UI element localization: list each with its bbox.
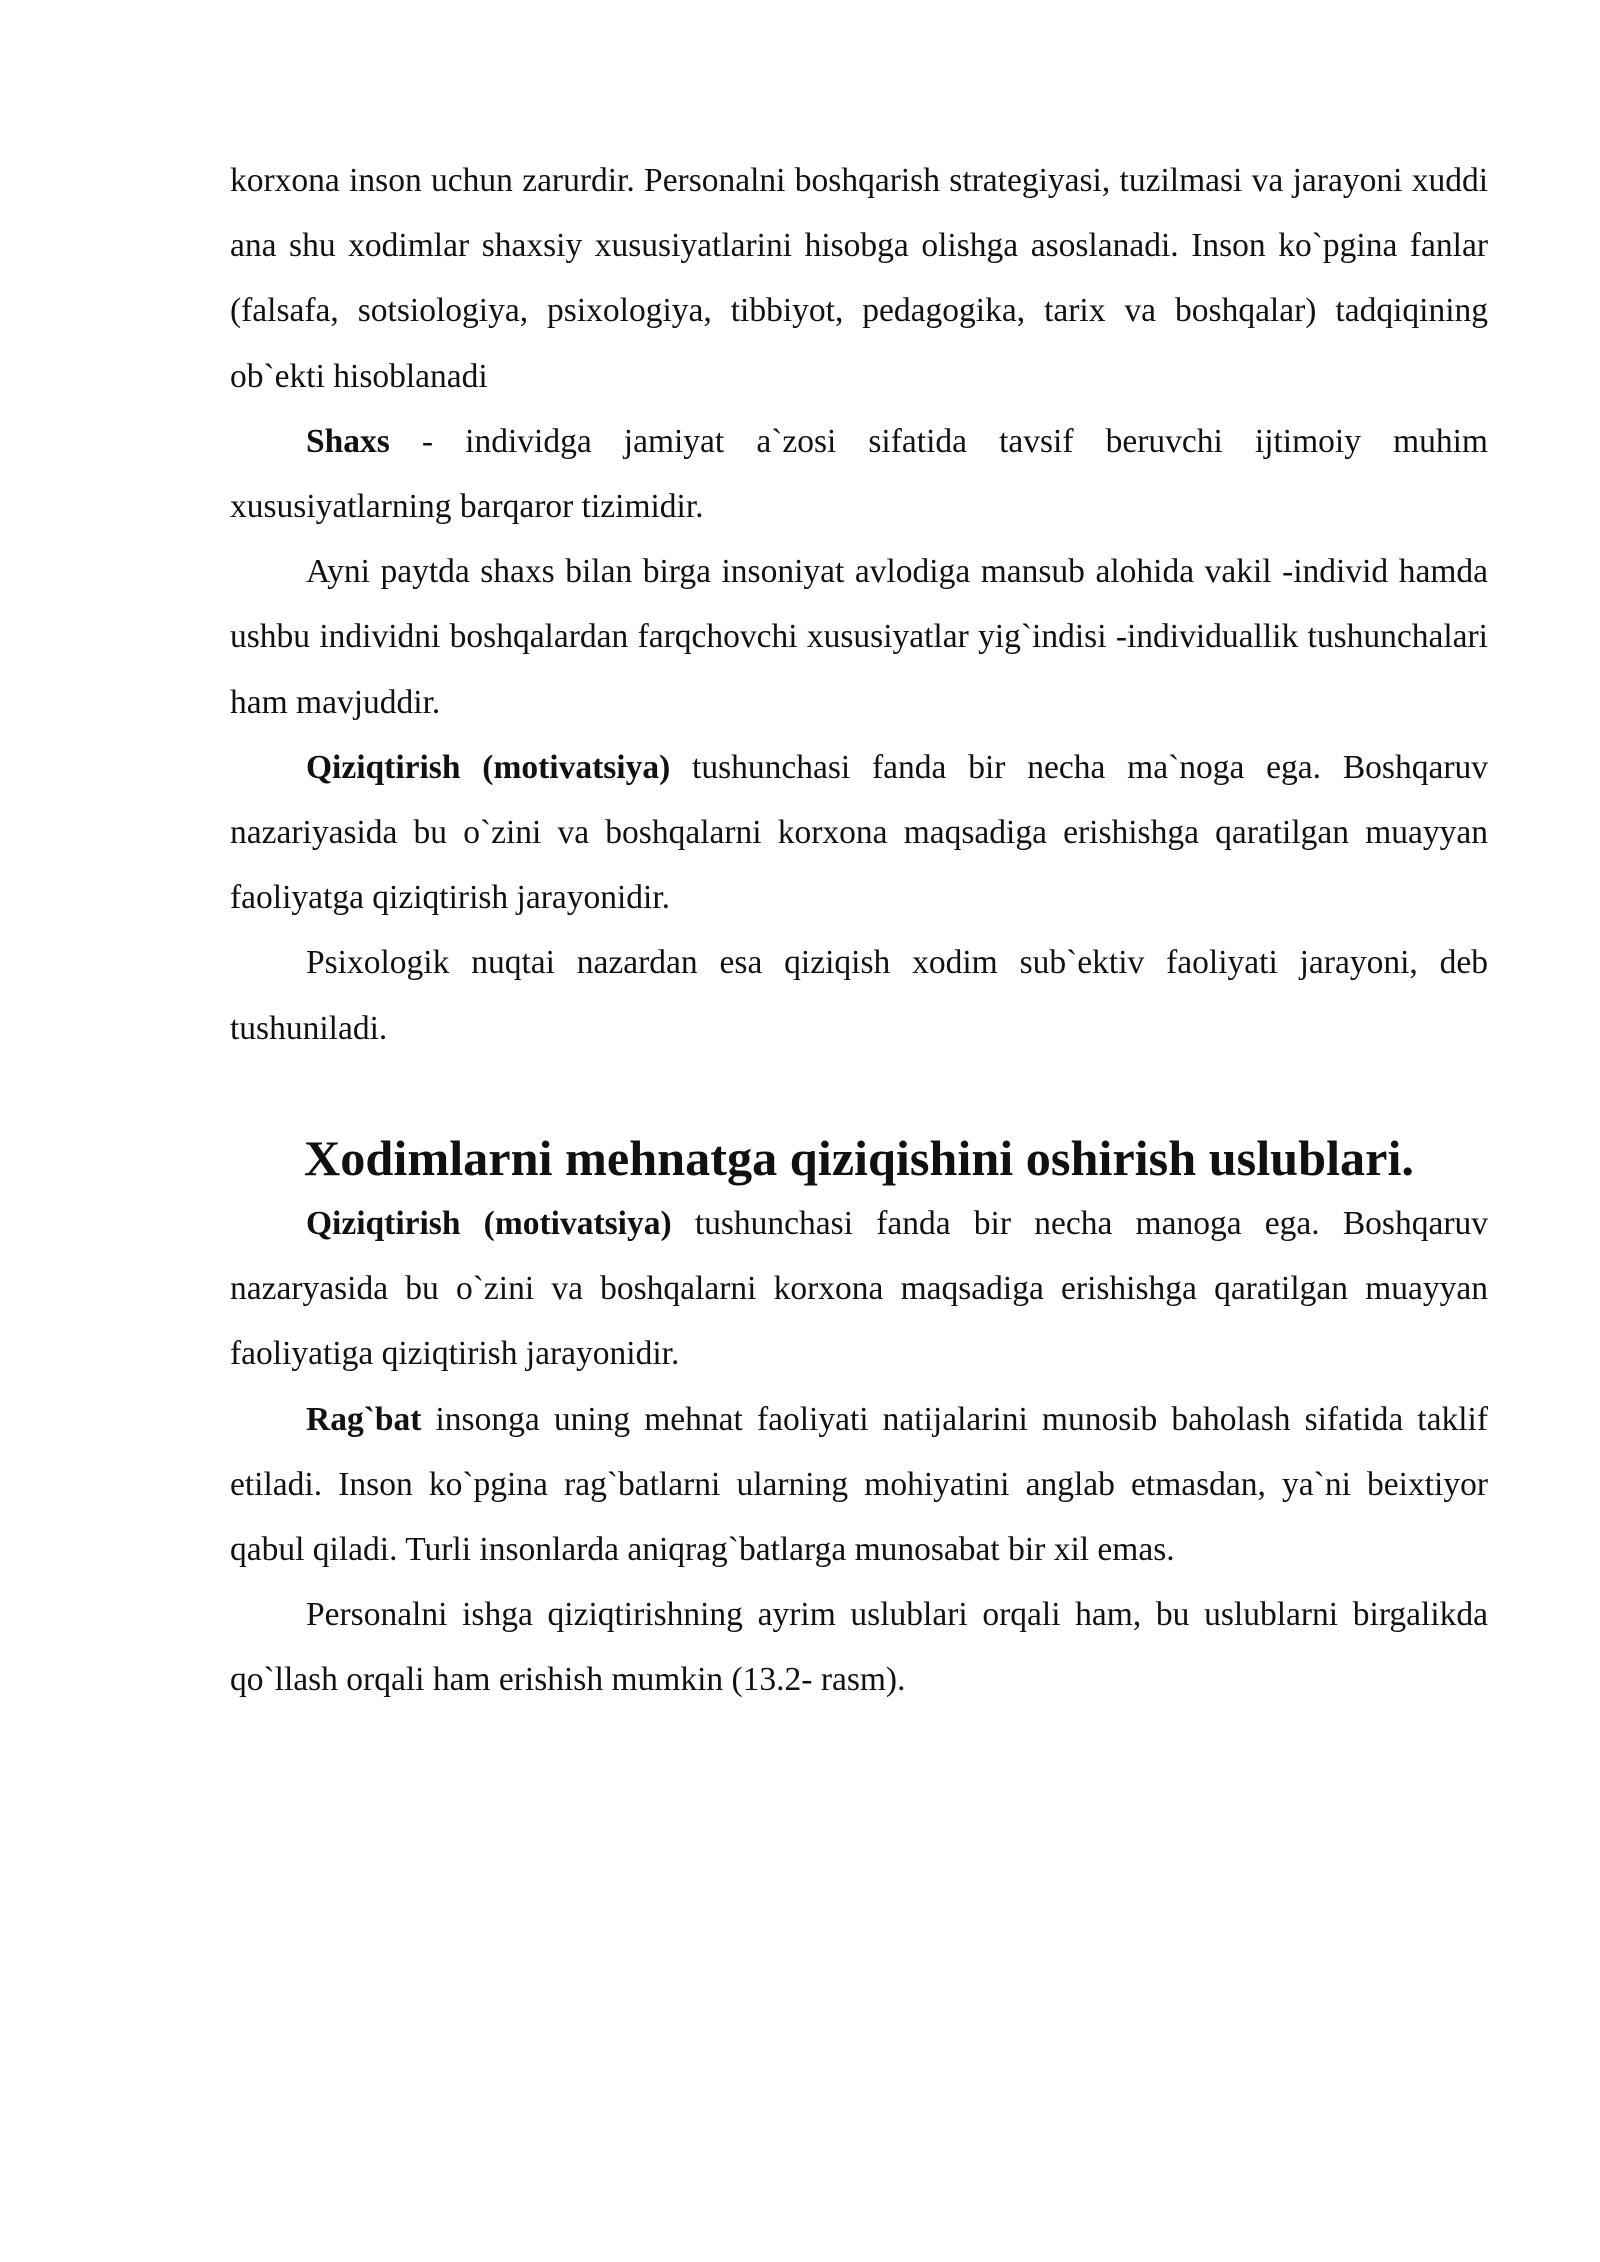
paragraph-text: tushunchasi fanda bir necha manoga ega. Boshqaruv nazaryasida bu o`zini va boshqalarni korxona maqsadiga erishishga qaratilgan muayyan faoliyatiga qiziqtirish jarayonidir. xyxy=(230,1205,1488,1373)
paragraph-text: insonga uning mehnat faoliyati natijalarini munosib baholash sifatida taklif etiladi. Inson ko`pgina rag`batlarni ularning mohiyatini anglab etmasdan, ya`ni beixtiyor qabul qiladi. Turli insonlarda aniqrag`batlarga munosabat bir xil emas. xyxy=(230,1400,1488,1569)
paragraph-qiziqtirish-2 xyxy=(230,1191,1488,1387)
term-ragbat: Rag`bat xyxy=(306,1400,422,1438)
term-shaxs: Shaxs xyxy=(306,422,390,460)
paragraph-text: Psixologik nuqtai nazardan esa qiziqish xodim sub`ektiv faoliyati jarayoni, deb tushuniladi. xyxy=(230,944,1488,1047)
paragraph-ragbat xyxy=(230,1387,1488,1583)
term-qiziqtirish: Qiziqtirish (motivatsiya) xyxy=(306,748,671,786)
paragraph-qiziqtirish xyxy=(230,735,1488,931)
paragraph-text: Ayni paytda shaxs bilan birga insoniyat avlodiga mansub alohida vakil -individ hamda ushbu individni boshqalardan farqchovchi xususiyatlar yig`indisi -individuallik tushunchalari ham mavjuddir. xyxy=(230,553,1488,721)
paragraph-psixologik xyxy=(230,930,1488,1060)
paragraph-intro xyxy=(230,148,1488,409)
document-page xyxy=(230,148,1488,1713)
section-heading: Xodimlarni mehnatga qiziqishini oshirish uslublari. xyxy=(304,1129,1414,1186)
paragraph-text: tushunchasi fanda bir necha ma`noga ega. Boshqaruv nazariyasida bu o`zini va boshqalarni korxona maqsadiga erishishga qaratilgan muayyan faoliyatga qiziqtirish jarayonidir. xyxy=(230,748,1488,917)
paragraph-text: - individga jamiyat a`zosi sifatida tavsif beruvchi ijtimoiy muhim xususiyatlarning barqaror tizimidir. xyxy=(230,422,1488,526)
term-qiziqtirish: Qiziqtirish (motivatsiya) xyxy=(306,1205,672,1243)
paragraph-shaxs xyxy=(230,409,1488,539)
paragraph-uslublar xyxy=(230,1582,1488,1712)
paragraph-text: Personalni ishga qiziqtirishning ayrim uslublari orqali ham, bu uslublarni birgalikda qo`llash orqali ham erishish mumkin (13.2- rasm). xyxy=(230,1596,1488,1699)
paragraph-individ xyxy=(230,539,1488,735)
paragraph-text: korxona inson uchun zarurdir. Personalni boshqarish strategiyasi, tuzilmasi va jarayoni xuddi ana shu xodimlar shaxsiy xususiyatlarini hisobga olishga asoslanadi. Inson ko`pgina fanlar (falsafa, sotsiologiya, psixologiya, tibbiyot, pedagogika, tarix va boshqalar) tadqiqining ob`ekti hisoblanadi xyxy=(230,162,1488,395)
